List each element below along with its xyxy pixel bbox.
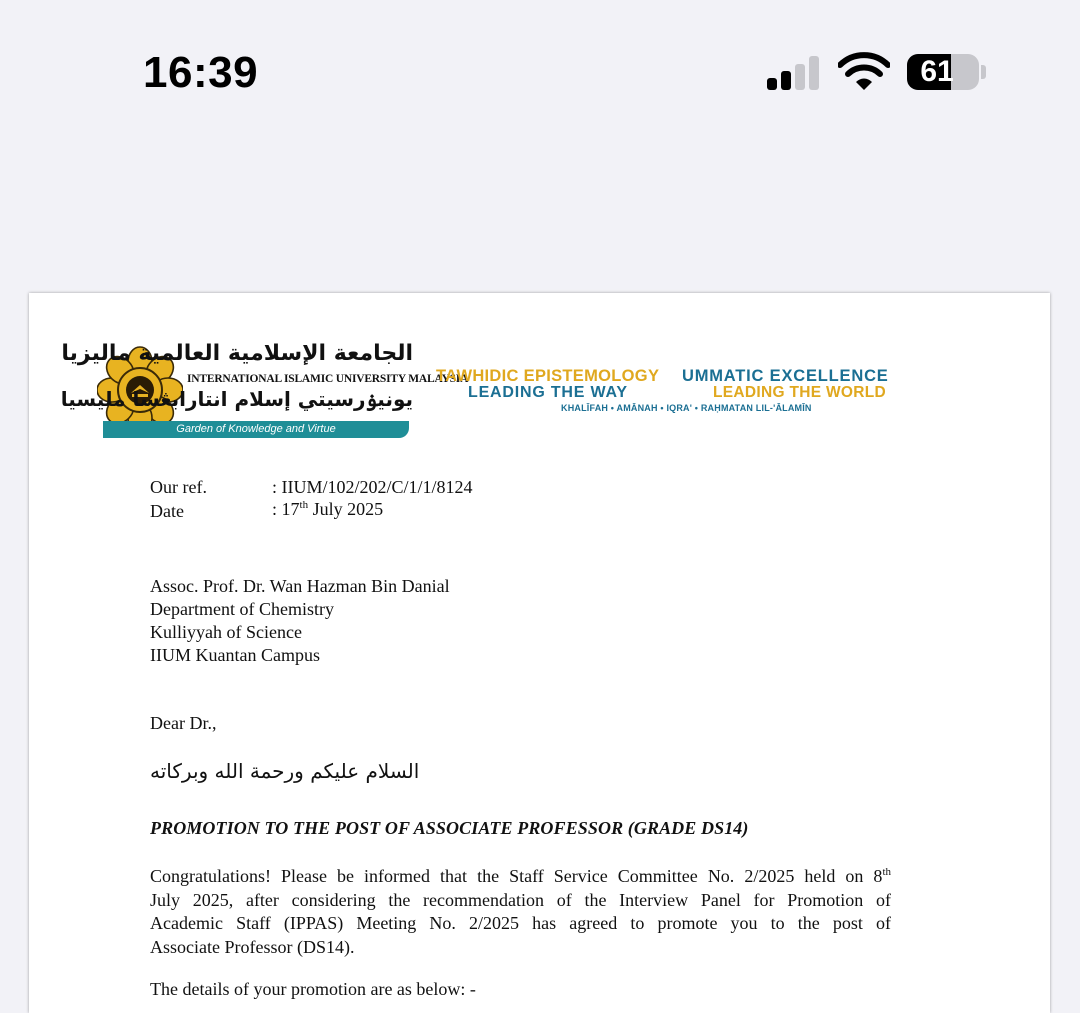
signal-bar-2 [781,71,791,90]
date-label: Date [150,501,184,521]
slogan-ummatic: UMMATIC EXCELLENCE [682,367,889,385]
signal-bar-3 [795,64,805,90]
body-line-4: Associate Professor (DS14). [150,936,355,957]
body-line-3: Academic Staff (IPPAS) Meeting No. 2/2025 has agreed to promote you to the post of [150,913,891,933]
signal-bar-1 [767,78,777,90]
university-name-english: INTERNATIONAL ISLAMIC UNIVERSITY MALAYSIA [187,373,469,385]
address-line-department: Department of Chemistry [150,599,334,619]
date-value: : 17th July 2025 [272,499,384,519]
status-time: 16:39 [143,48,259,97]
body-paragraph [150,865,891,959]
slogan-leading-way: LEADING THE WAY [468,384,628,401]
slogan-values: KHALĪFAH • AMĀNAH • IQRA' • RAḤMATAN LIL-'ĀLAMĪN [561,403,812,413]
university-name-jawi: يونيۏرسيتي إسلام انتارابڠسا مليسيا [60,387,413,411]
address-line-campus: IIUM Kuantan Campus [150,645,320,665]
battery-level: 61 [920,55,954,88]
body-line-1: Congratulations! Please be informed that the Staff Service Committee No. 2/2025 held on 8th [150,866,891,886]
university-name-arabic: الجامعة الإسلامية العالمية ماليزيا [61,341,413,366]
address-line-kulliyyah: Kulliyyah of Science [150,622,302,642]
arabic-greeting: السلام عليكم ورحمة الله وبركاته [150,759,420,783]
battery-icon [907,54,979,90]
body-line-2: July 2025, after considering the recommendation of the Interview Panel for Promotion of [150,889,891,910]
details-intro: The details of your promotion are as below: - [150,979,476,999]
battery-cap [981,65,986,79]
ref-value: : IIUM/102/202/C/1/1/8124 [272,477,473,497]
letter-page [29,293,1050,1013]
ref-label: Our ref. [150,477,207,497]
signal-bar-4 [809,56,819,90]
slogan-leading-world: LEADING THE WORLD [713,384,887,401]
address-line-name: Assoc. Prof. Dr. Wan Hazman Bin Danial [150,576,450,596]
salutation: Dear Dr., [150,713,217,733]
letter-subject: PROMOTION TO THE POST OF ASSOCIATE PROFESSOR (GRADE DS14) [150,818,749,838]
status-bar [0,0,1080,140]
university-tagline: Garden of Knowledge and Virtue [103,421,409,438]
cellular-signal-icon [767,56,823,90]
wifi-icon [838,52,890,92]
slogan-tawhidic: TAWHIDIC EPISTEMOLOGY [436,367,660,385]
